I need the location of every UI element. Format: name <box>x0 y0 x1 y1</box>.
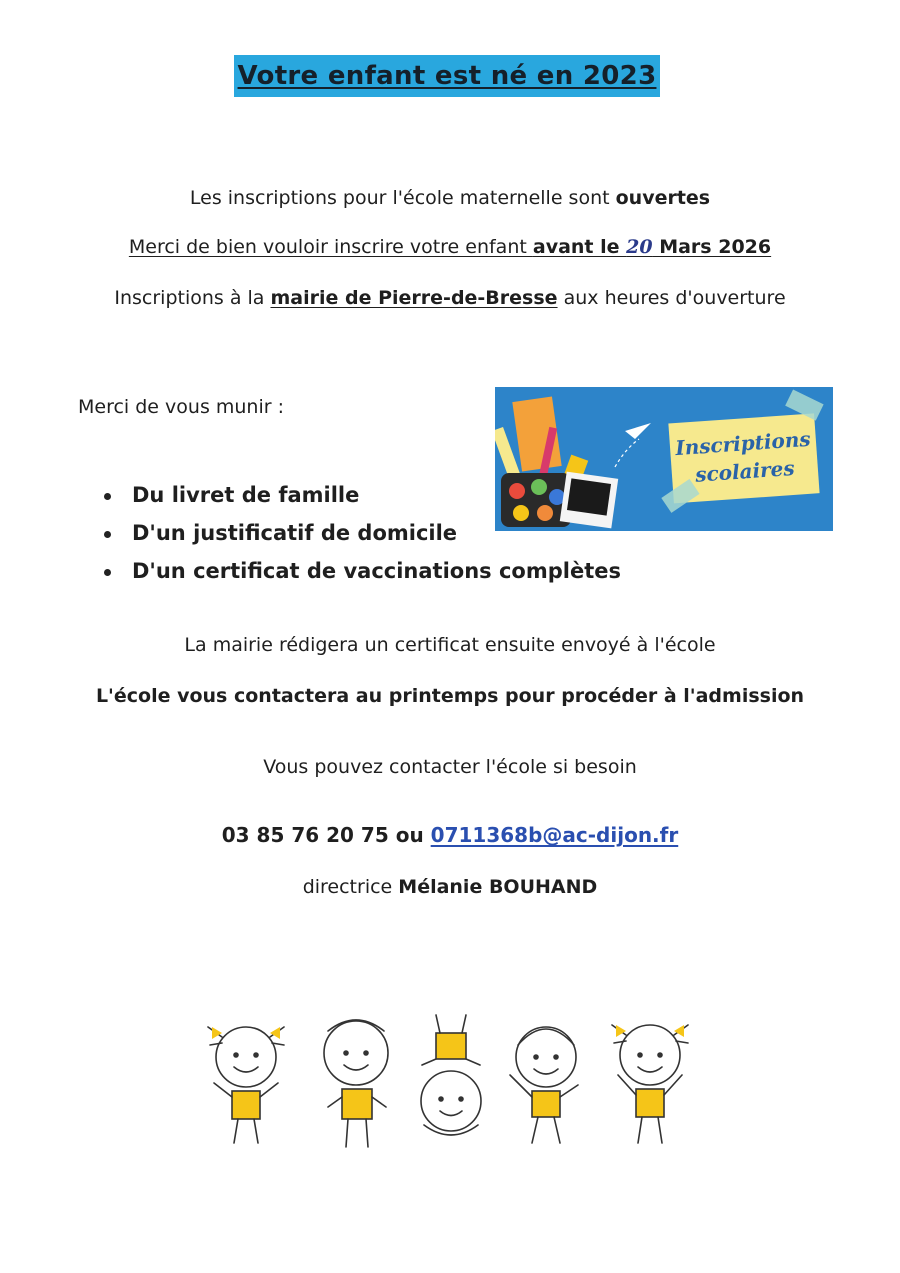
contact-details: 03 85 76 20 75 ou 0711368b@ac-dijon.fr <box>221 823 679 847</box>
location-line: Inscriptions à la mairie de Pierre-de-Bresse aux heures d'ouverture <box>114 287 786 309</box>
mairie-certificate-line: La mairie rédigera un certificat ensuite envoyé à l'école <box>184 634 716 656</box>
handwritten-day: 20 <box>626 236 653 258</box>
inscriptions-scolaires-banner <box>495 387 833 531</box>
open-registrations-line: Les inscriptions pour l'école maternelle sont ouvertes <box>189 187 711 209</box>
director-line: directrice Mélanie BOUHAND <box>302 876 598 898</box>
mairie-place: mairie de Pierre-de-Bresse <box>270 287 558 309</box>
deadline-line: Merci de bien vouloir inscrire votre enfant avant le 20 Mars 2026 <box>128 236 772 258</box>
list-item: Du livret de famille <box>104 476 621 514</box>
list-item: D'un certificat de vaccinations complètes <box>104 552 621 590</box>
contact-intro-line: Vous pouvez contacter l'école si besoin <box>263 756 637 778</box>
email-link[interactable]: 0711368b@ac-dijon.fr <box>430 823 679 847</box>
documents-intro: Merci de vous munir : <box>78 396 285 418</box>
banner-text-line2: scolaires <box>694 455 796 487</box>
title-banner <box>234 55 660 97</box>
list-item: D'un justificatif de domicile <box>104 514 621 552</box>
ecole-contact-line: L'école vous contactera au printemps pour procéder à l'admission <box>95 685 805 707</box>
banner-text-line1: Inscriptions <box>674 426 812 461</box>
children-illustration <box>188 1005 718 1165</box>
director-name: Mélanie BOUHAND <box>398 876 598 898</box>
page-title: Votre enfant est né en 2023 <box>237 61 657 91</box>
phone-number: 03 85 76 20 75 <box>221 823 389 847</box>
